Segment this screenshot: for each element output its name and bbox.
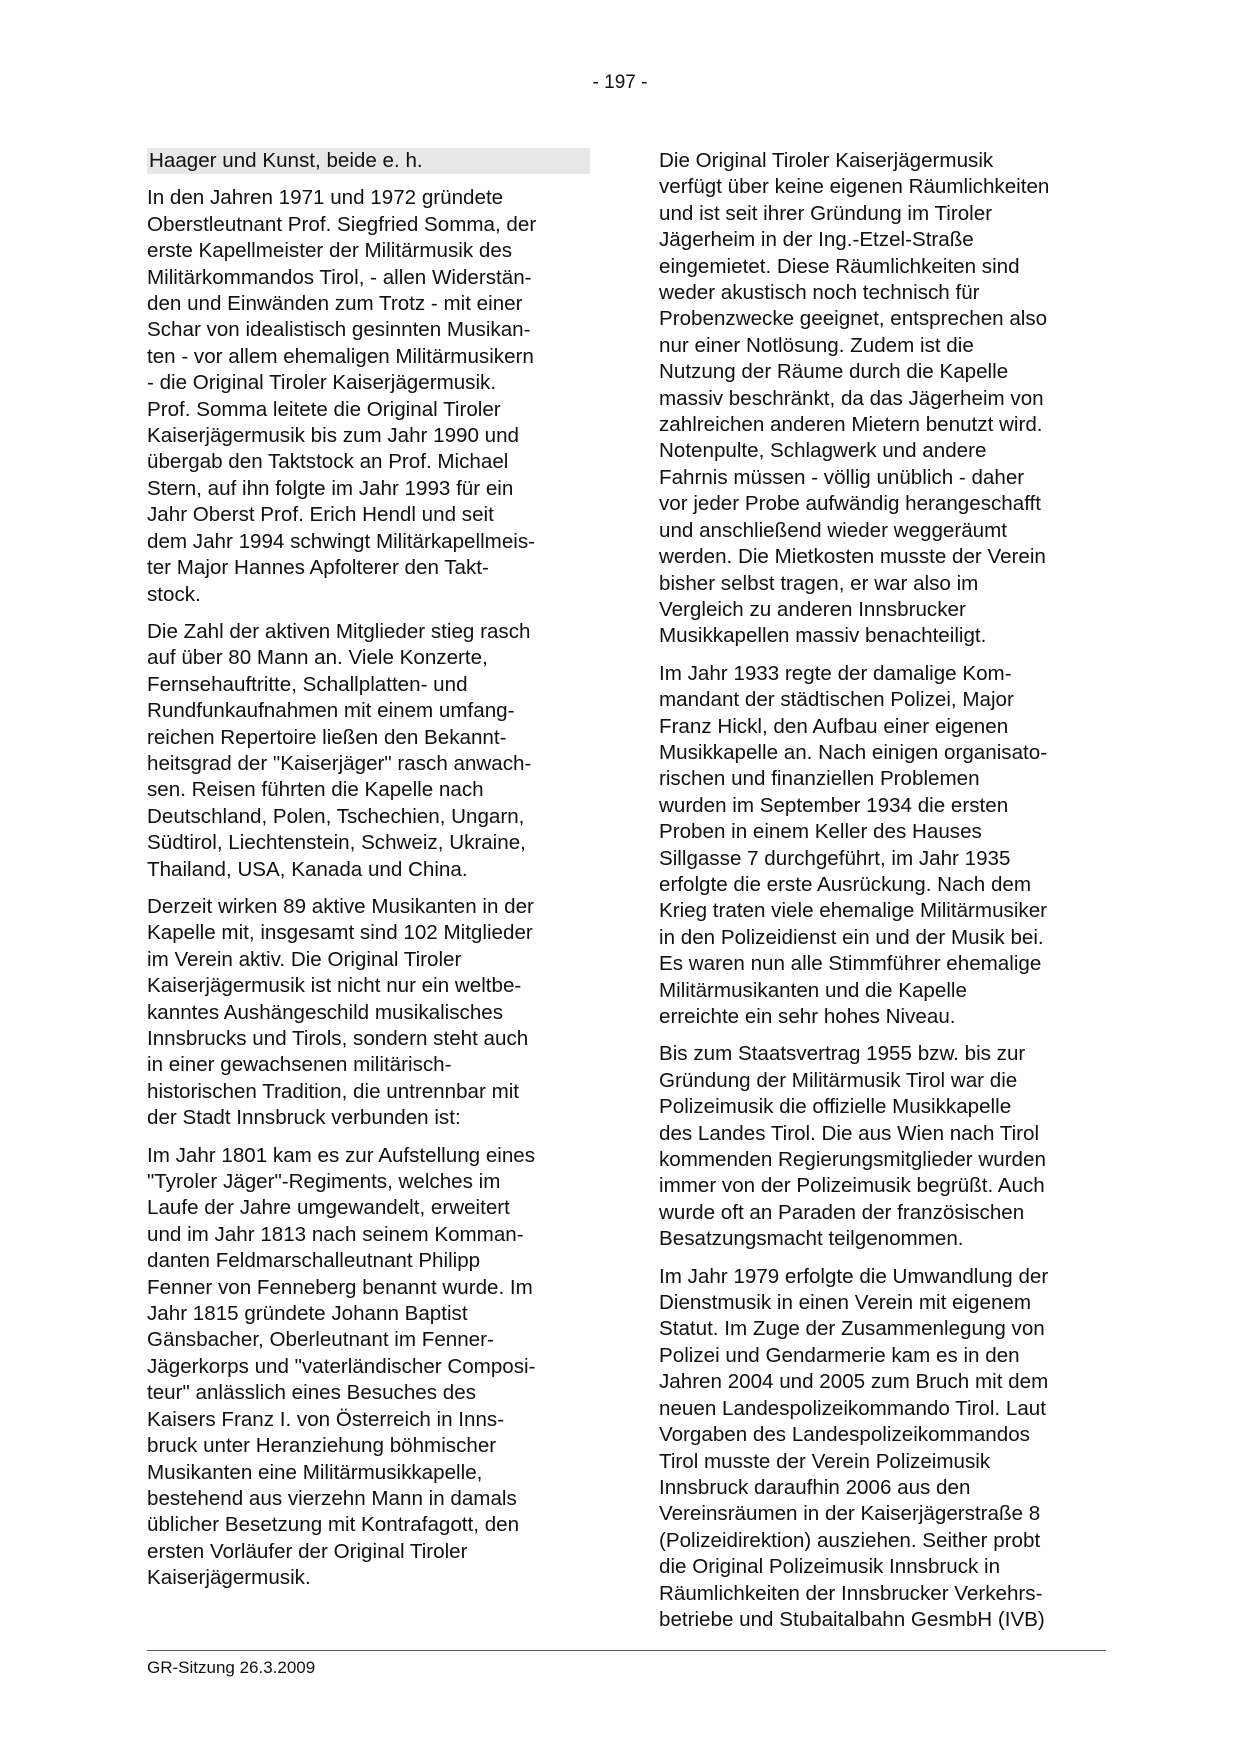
paragraph-association-1979: Im Jahr 1979 erfolgte die Umwandlung der Dienstmusik in einen Verein mit eigenem Statut. Im Zuge der Zusammenlegung von Polizei und Gendarmerie kam es in den Jahren 2004 und 2005 zum Bruch mit dem neuen Landespolizeikommando Tirol. Laut Vorgaben des Landespolizeikommandos Tirol musste der Verein Polizeimusik Innsbruck daraufhin 2006 aus den Vereinsräumen in der Kaiserjägerstraße 8 (Polizeidirektion) ausziehen. Seither probt die Original Polizeimusik Innsbruck in Räumlichkeiten der Innsbrucker Verkehrs- betriebe und Stubaitalbahn GesmbH (IVB)	[659, 1264, 1049, 1631]
paragraph-members-tours: Die Zahl der aktiven Mitglieder stieg rasch auf über 80 Mann an. Viele Konzerte, Fernsehauftritte, Schallplatten- und Rundfunkaufnahmen mit einem umfang- reichen Repertoire ließen den Bekannt- heitsgrad der "Kaiserjäger" rasch anwach- sen. Reisen führten die Kapelle nach Deutschland, Polen, Tschechien, Ungarn, Südtirol, Liechtenstein, Schweiz, Ukraine, Thailand, USA, Kanada und China.	[147, 619, 532, 881]
paragraph-current-members: Derzeit wirken 89 aktive Musikanten in der Kapelle mit, insgesamt sind 102 Mitglieder im Verein aktiv. Die Original Tiroler Kaiserjägermusik ist nicht nur ein weltbe- kanntes Aushängeschild musikalisches Innsbrucks und Tirols, sondern steht auch in einer gewachsenen militärisch- historischen Tradition, die untrennbar mit der Stadt Innsbruck verbunden ist:	[147, 894, 534, 1130]
paragraph-history-1801: Im Jahr 1801 kam es zur Aufstellung eines "Tyroler Jäger"-Regiments, welches im Laufe der Jahre umgewandelt, erweitert und im Jahr 1813 nach seinem Komman- danten Feldmarschalleutnant Philipp Fenner von Fenneberg benannt wurde. Im Jahr 1815 gründete Johann Baptist Gänsbacher, Oberleutnant im Fenner- Jägerkorps und "vaterländischer Composi- teur" anlässlich eines Besuches des Kaisers Franz I. von Österreich in Inns- bruck unter Heranziehung böhmischer Musikanten eine Militärmusikkapelle, bestehend aus vierzehn Mann in damals üblicher Besetzung mit Kontrafagott, den ersten Vorläufer der Original Tiroler Kaiserjägermusik.	[147, 1143, 536, 1590]
paragraph-founding: In den Jahren 1971 und 1972 gründete Oberstleutnant Prof. Siegfried Somma, der erste Kapellmeister der Militärmusik des Militärkommandos Tirol, - allen Widerstän- den und Einwänden zum Trotz - mit einer Schar von idealistisch gesinnten Musikan- ten - vor allem ehemaligen Militärmusikern - die Original Tiroler Kaiserjägermusik. Prof. Somma leitete die Original Tiroler Kaiserjägermusik bis zum Jahr 1990 und übergab den Taktstock an Prof. Michael Stern, auf ihn folgte im Jahr 1993 für ein Jahr Oberst Prof. Erich Hendl und seit dem Jahr 1994 schwingt Militärkapellmeis- ter Major Hannes Apfolterer den Takt- stock.	[147, 186, 537, 606]
right-column	[659, 148, 1106, 1644]
paragraph-police-band-1933: Im Jahr 1933 regte der damalige Kom- mandant der städtischen Polizei, Major Franz Hickl, den Aufbau einer eigenen Musikkapelle an. Nach einigen organisato- rischen und finanziellen Problemen wurden im September 1934 die ersten Proben in einem Keller des Hauses Sillgasse 7 durchgeführt, im Jahr 1935 erfolgte die erste Ausrückung. Nach dem Krieg traten viele ehemalige Militärmusiker in den Polizeidienst ein und der Musik bei. Es waren nun alle Stimmführer ehemalige Militärmusikanten und die Kapelle erreichte ein sehr hohes Niveau.	[659, 661, 1048, 1028]
paragraph-premises: Die Original Tiroler Kaiserjägermusik verfügt über keine eigenen Räumlichkeiten und ist seit ihrer Gründung im Tiroler Jägerheim in der Ing.-Etzel-Straße eingemietet. Diese Räumlichkeiten sind weder akustisch noch technisch für Probenzwecke geeignet, entsprechen also nur einer Notlösung. Zudem ist die Nutzung der Räume durch die Kapelle massiv beschränkt, da das Jägerheim von zahlreichen anderen Mietern benutzt wird. Notenpulte, Schlagwerk und andere Fahrnis müssen - völlig unüblich - daher vor jeder Probe aufwändig herangeschafft und anschließend wieder weggeräumt werden. Die Mietkosten musste der Verein bisher selbst tragen, er war also im Vergleich zu anderen Innsbrucker Musikkapellen massiv benachteiligt.	[659, 149, 1050, 648]
highlighted-line: Haager und Kunst, beide e. h.	[147, 148, 590, 174]
page-number: - 197 -	[592, 72, 648, 93]
left-column	[147, 148, 590, 1603]
footer-session-date: GR-Sitzung 26.3.2009	[147, 1658, 316, 1677]
paragraph-state-treaty: Bis zum Staatsvertrag 1955 bzw. bis zur Gründung der Militärmusik Tirol war die Polizeimusik die offizielle Musikkapelle des Landes Tirol. Die aus Wien nach Tirol kommenden Regierungsmitglieder wurden immer von der Polizeimusik begrüßt. Auch wurde oft an Paraden der französischen Besatzungsmacht teilgenommen.	[659, 1042, 1046, 1251]
footer-divider	[147, 1650, 1106, 1651]
